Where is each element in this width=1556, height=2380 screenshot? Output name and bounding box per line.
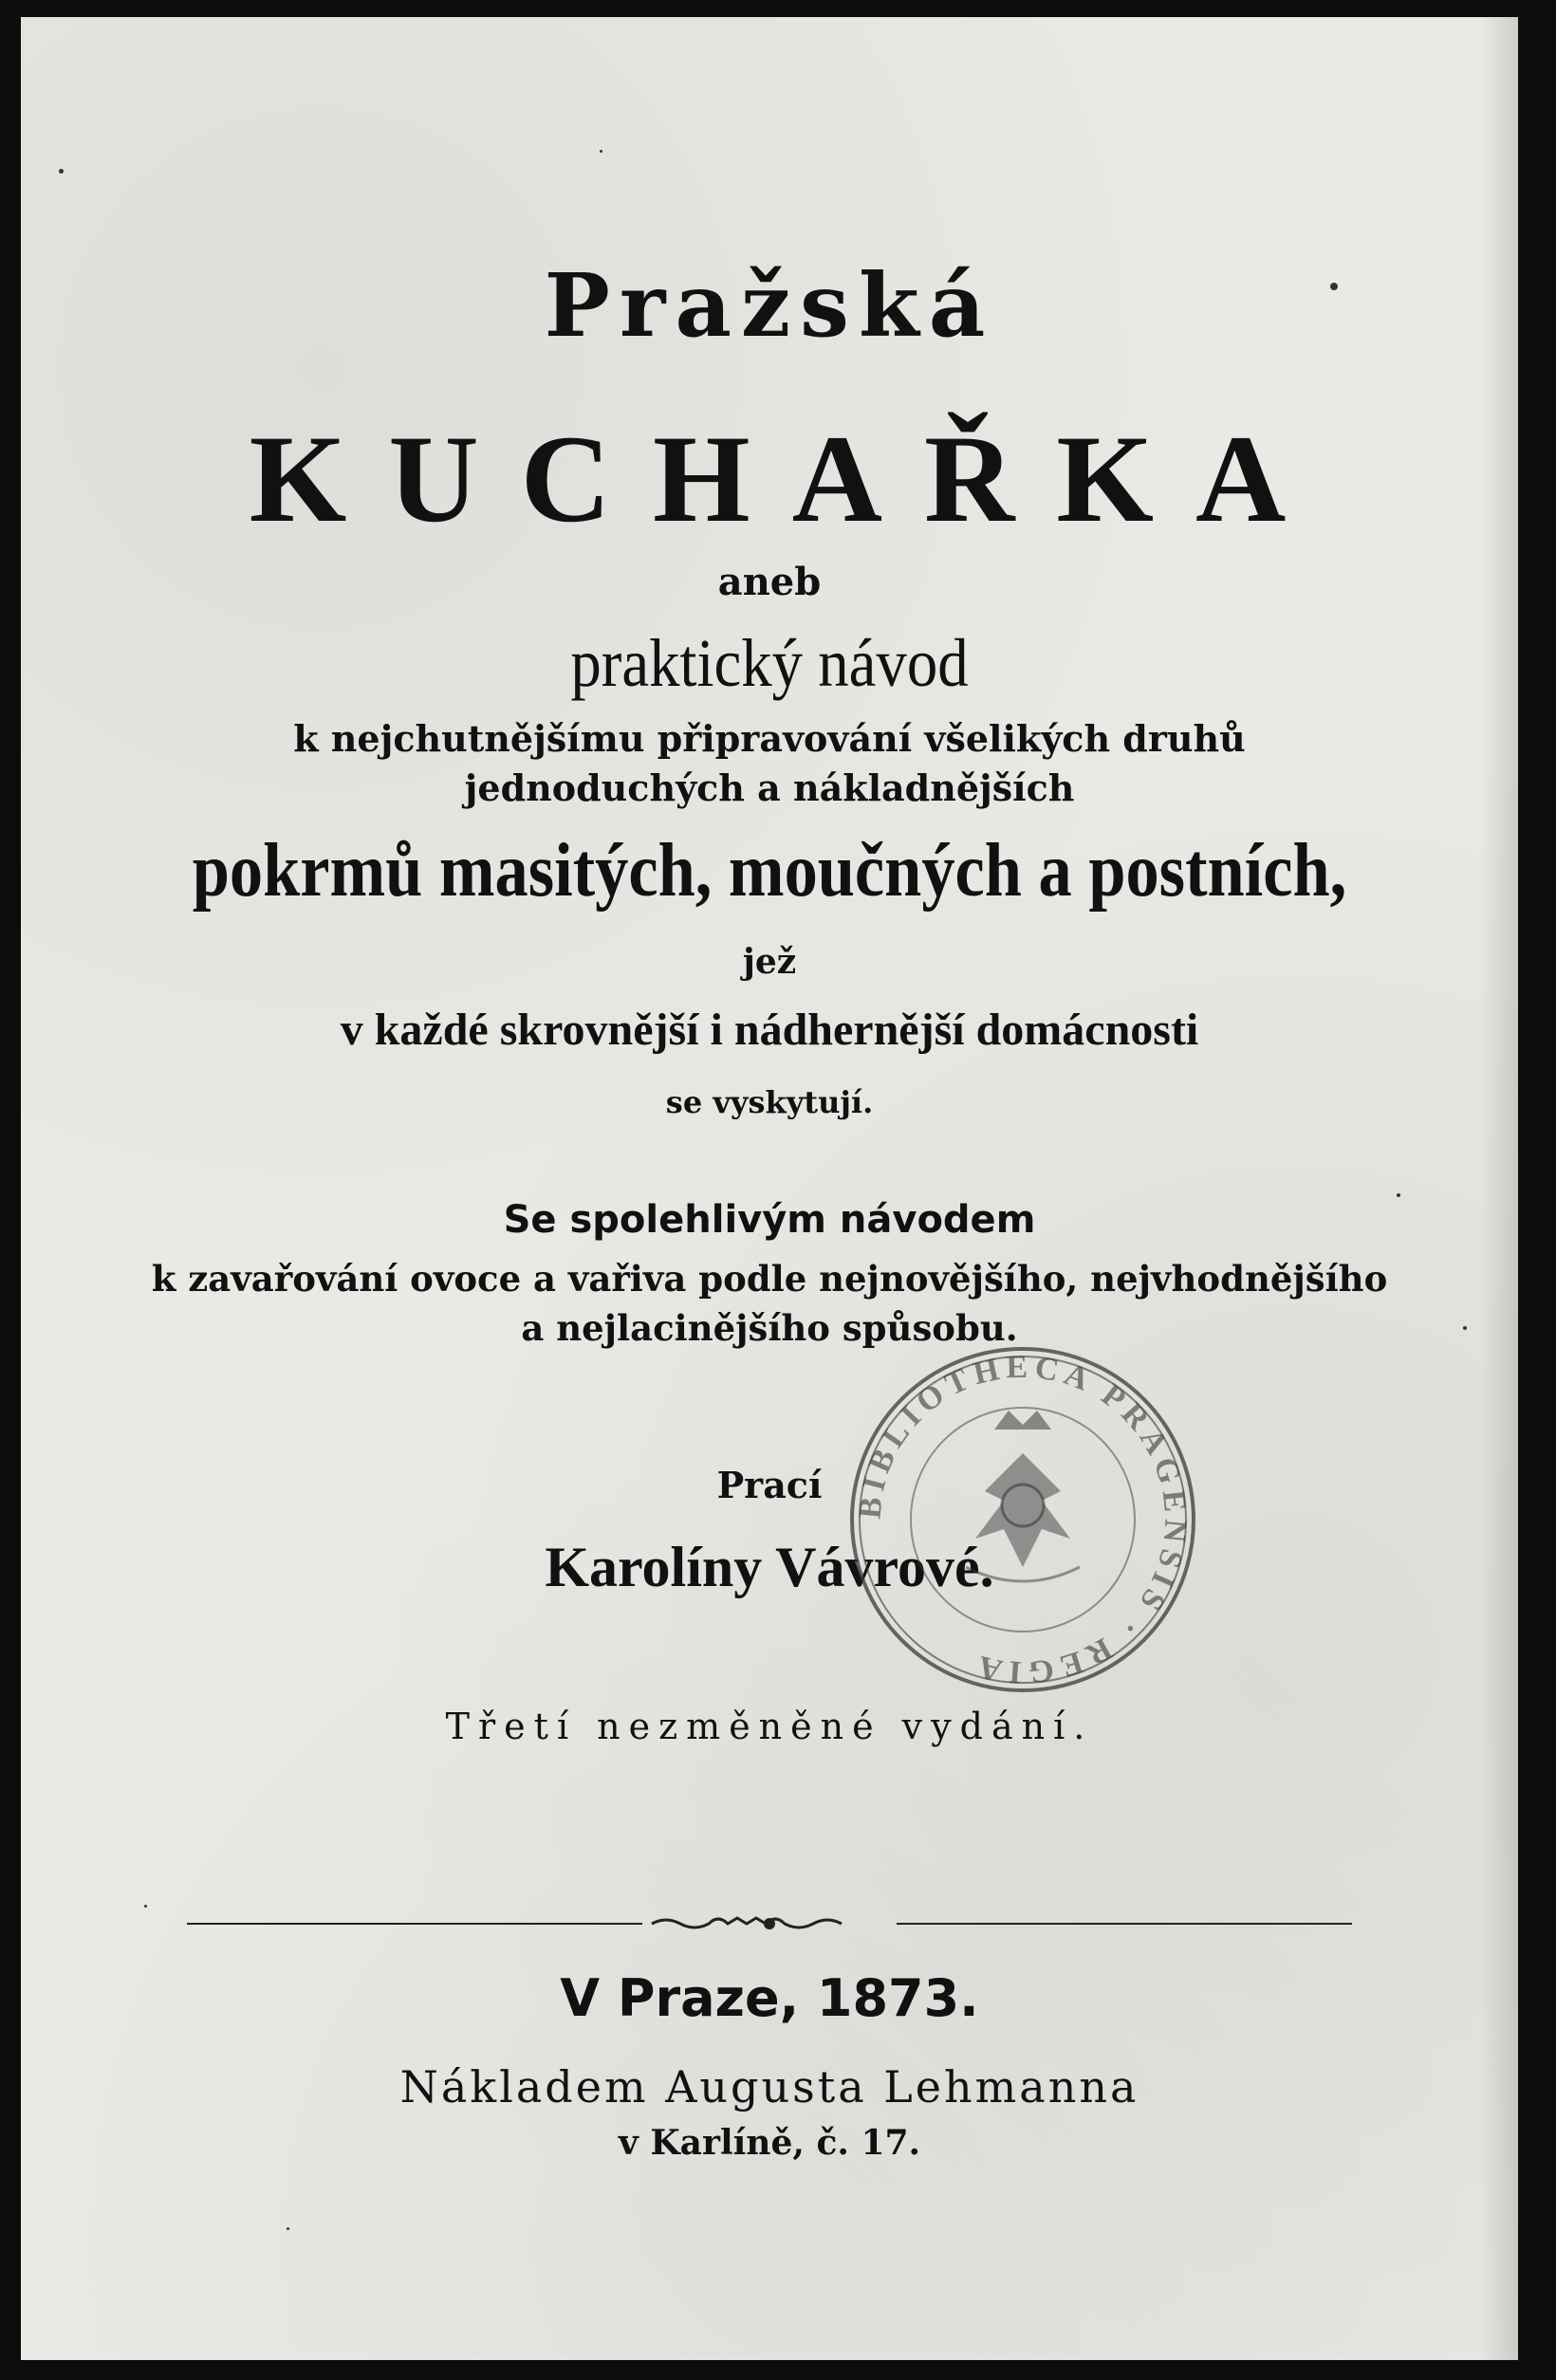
- speck: [144, 1905, 147, 1908]
- speck: [59, 169, 64, 174]
- description-line-3: v každé skrovnější i nádhernější domácnosti: [340, 1005, 1199, 1055]
- speck: [1463, 1326, 1467, 1330]
- library-stamp: [843, 1339, 1203, 1700]
- speck: [1397, 1193, 1400, 1197]
- speck: [600, 150, 602, 153]
- imprint-address: v Karlíně, č. 17.: [618, 2123, 921, 2163]
- author-name: Karolíny Vávrové.: [545, 1536, 994, 1598]
- subtitle: praktický návod: [570, 625, 969, 701]
- title-large: KUCHAŘKA: [249, 409, 1328, 548]
- imprint-publisher: Nákladem Augusta Lehmanna: [399, 2061, 1139, 2112]
- description-line-1: k nejchutnějšímu připravování všelikých druhů: [293, 717, 1246, 760]
- byline-praci: Prací: [716, 1464, 823, 1506]
- description-headline: pokrmů masitých, moučných a postních,: [192, 829, 1347, 913]
- supplement-line-2: a nejlacinějšího spůsobu.: [521, 1307, 1018, 1349]
- supplement-heading: Se spolehlivým návodem: [503, 1198, 1036, 1242]
- description-line-2: jednoduchých a nákladnějších: [464, 766, 1075, 809]
- speck: [1330, 283, 1338, 290]
- edition-statement: Třetí nezměněné vydání.: [445, 1706, 1094, 1747]
- stamp-legend: BIBLIOTHECA PRAGENSIS · REGIA: [852, 1349, 1194, 1690]
- conjunction-aneb: aneb: [717, 560, 822, 604]
- description-line-4: se vyskytují.: [665, 1084, 874, 1120]
- speck: [287, 2227, 289, 2230]
- ornamental-divider: [187, 1914, 1352, 1933]
- title-small: Pražská: [544, 254, 995, 357]
- supplement-line-1: k zavařování ovoce a vařiva podle nejnovějšího, nejvhodnějšího: [151, 1258, 1388, 1300]
- imprint-place-year: V Praze, 1873.: [560, 1968, 979, 2028]
- title-page: [21, 17, 1518, 2360]
- description-jez: jež: [742, 942, 797, 982]
